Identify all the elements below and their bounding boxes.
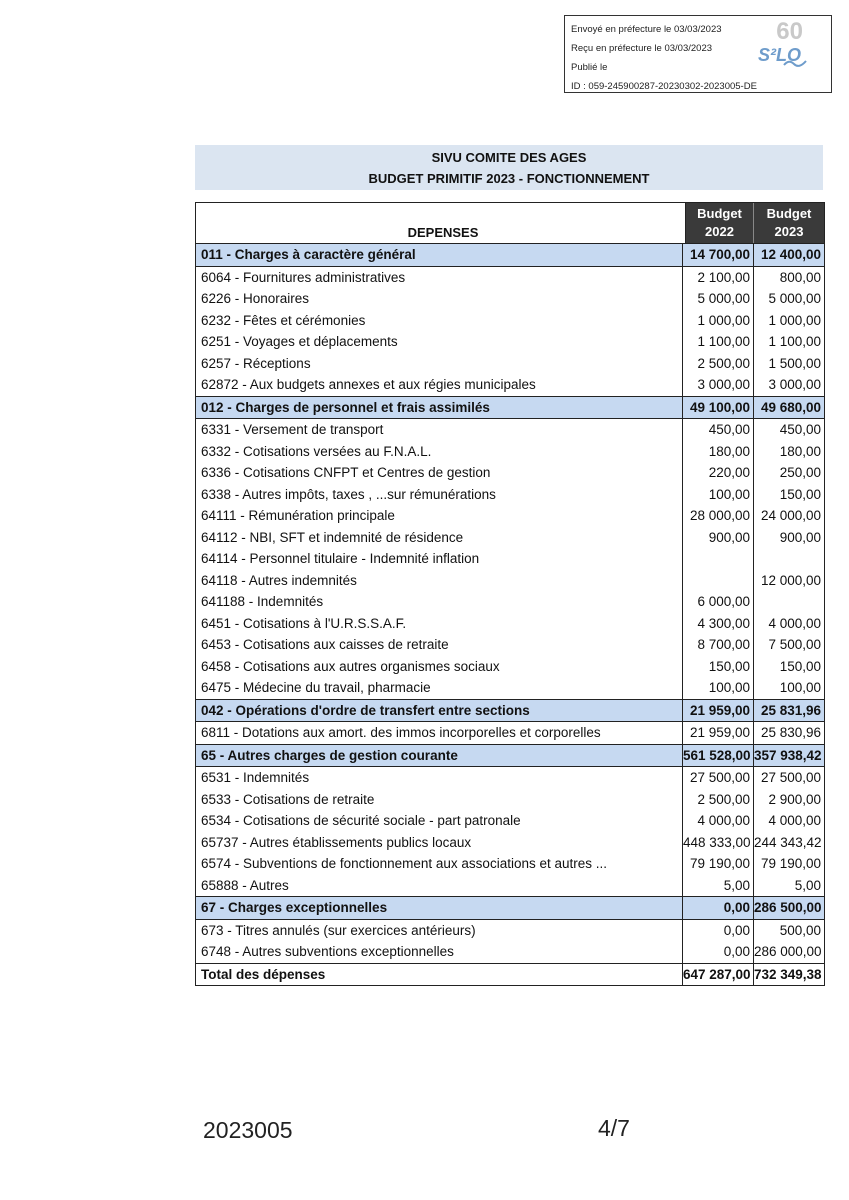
budget-2023-cell bbox=[754, 591, 824, 613]
budget-2022-cell: 79 190,00 bbox=[682, 853, 754, 875]
budget-2022-cell: 0,00 bbox=[682, 920, 754, 942]
row-label: 6531 - Indemnités bbox=[201, 770, 310, 785]
row-label: 6257 - Réceptions bbox=[201, 355, 311, 371]
table-row bbox=[196, 722, 824, 744]
budget-2023-cell: 12 400,00 bbox=[760, 247, 821, 262]
budget-2023-cell: 150,00 bbox=[779, 486, 821, 502]
budget-2023-cell: 27 500,00 bbox=[760, 770, 821, 785]
table-row bbox=[196, 767, 824, 789]
row-label: 042 - Opérations d'ordre de transfert entre sections bbox=[201, 702, 530, 718]
budget-2023-cell: 24 000,00 bbox=[760, 508, 821, 523]
budget-2022-cell: 5 000,00 bbox=[682, 288, 754, 310]
budget-2023-cell: 150,00 bbox=[779, 658, 821, 674]
budget-2023-cell bbox=[754, 548, 824, 570]
budget-2023-cell: 900,00 bbox=[779, 529, 821, 545]
budget-2023-cell: 4 000,00 bbox=[768, 813, 821, 828]
budget-2022-cell: 1 100,00 bbox=[682, 331, 754, 353]
budget-2022-cell: 3 000,00 bbox=[682, 374, 754, 396]
budget-2023-cell: 25 831,96 bbox=[760, 702, 821, 718]
header-budget-2022-line1: Budget bbox=[697, 206, 742, 221]
budget-2022-cell: 2 500,00 bbox=[682, 353, 754, 375]
table-row bbox=[196, 527, 824, 549]
budget-2022-cell: 100,00 bbox=[682, 677, 754, 699]
budget-2022-cell: 21 959,00 bbox=[682, 722, 754, 744]
row-label: 6064 - Fournitures administratives bbox=[201, 269, 406, 285]
budget-table bbox=[195, 202, 825, 986]
budget-2023-cell: 2 900,00 bbox=[768, 791, 821, 807]
row-label: 64112 - NBI, SFT et indemnité de résidence bbox=[201, 529, 464, 545]
row-label: 012 - Charges de personnel et frais assimilés bbox=[201, 399, 490, 415]
budget-2023-cell: 732 349,38 bbox=[754, 966, 822, 982]
table-row bbox=[196, 441, 824, 463]
table-row bbox=[196, 419, 824, 441]
row-label: 6534 - Cotisations de sécurité sociale - part patronale bbox=[201, 813, 521, 828]
row-label: 62872 - Aux budgets annexes et aux régies municipales bbox=[201, 377, 536, 392]
budget-2022-cell: 49 100,00 bbox=[682, 397, 754, 419]
budget-2023-cell: 3 000,00 bbox=[768, 377, 821, 392]
budget-2022-cell: 647 287,00 bbox=[682, 964, 754, 986]
budget-2022-cell: 4 000,00 bbox=[682, 810, 754, 832]
budget-2022-cell bbox=[682, 548, 754, 570]
row-label: 65 - Autres charges de gestion courante bbox=[201, 747, 458, 763]
budget-2022-cell: 220,00 bbox=[682, 462, 754, 484]
row-label: 6232 - Fêtes et cérémonies bbox=[201, 312, 366, 328]
budget-2023-cell: 1 100,00 bbox=[768, 334, 821, 349]
table-row bbox=[196, 920, 824, 942]
budget-2023-cell: 25 830,96 bbox=[760, 725, 821, 740]
header-budget-2023 bbox=[754, 203, 824, 243]
budget-2023-cell: 49 680,00 bbox=[760, 399, 821, 415]
table-row bbox=[196, 591, 824, 613]
budget-2023-cell: 7 500,00 bbox=[768, 637, 821, 652]
budget-2023-cell: 5,00 bbox=[794, 877, 821, 893]
row-label: 67 - Charges exceptionnelles bbox=[201, 900, 388, 915]
stamp-published: Publié le bbox=[571, 62, 608, 73]
table-row bbox=[196, 267, 824, 289]
table-row bbox=[196, 331, 824, 353]
row-label: 6226 - Honoraires bbox=[201, 291, 310, 306]
budget-2022-cell: 0,00 bbox=[682, 897, 754, 919]
budget-2022-cell: 28 000,00 bbox=[682, 505, 754, 527]
row-label: 6251 - Voyages et déplacements bbox=[201, 334, 398, 349]
row-label: 6574 - Subventions de fonctionnement aux associations et autres ... bbox=[201, 856, 608, 871]
table-row bbox=[196, 484, 824, 506]
title-budget: BUDGET PRIMITIF 2023 - FONCTIONNEMENT bbox=[368, 171, 650, 186]
budget-2023-cell: 286 000,00 bbox=[754, 944, 822, 959]
header-depenses: DEPENSES bbox=[407, 225, 479, 240]
stamp-id: ID : 059-245900287-20230302-2023005-DE bbox=[571, 81, 757, 92]
row-label: 64114 - Personnel titulaire - Indemnité inflation bbox=[201, 551, 480, 566]
table-row bbox=[196, 613, 824, 635]
budget-2023-cell: 450,00 bbox=[779, 422, 821, 437]
table-row bbox=[196, 810, 824, 832]
budget-2022-cell: 5,00 bbox=[682, 875, 754, 897]
row-label: 641188 - Indemnités bbox=[201, 594, 324, 609]
budget-2022-cell: 450,00 bbox=[682, 419, 754, 441]
row-label: 6458 - Cotisations aux autres organismes sociaux bbox=[201, 658, 500, 674]
logo-wave-icon bbox=[783, 58, 807, 68]
row-label: 6332 - Cotisations versées au F.N.A.L. bbox=[201, 443, 432, 459]
budget-2022-cell: 900,00 bbox=[682, 527, 754, 549]
budget-2022-cell: 100,00 bbox=[682, 484, 754, 506]
title-organization: SIVU COMITE DES AGES bbox=[431, 150, 587, 165]
budget-2023-cell: 100,00 bbox=[779, 680, 821, 695]
row-label: 6451 - Cotisations à l'U.R.S.S.A.F. bbox=[201, 615, 407, 631]
budget-2022-cell bbox=[682, 570, 754, 592]
page-number: 4/7 bbox=[598, 1115, 630, 1141]
row-label: 673 - Titres annulés (sur exercices antérieurs) bbox=[201, 922, 476, 938]
category-row bbox=[196, 699, 824, 723]
budget-2023-cell: 12 000,00 bbox=[760, 572, 821, 588]
category-row bbox=[196, 896, 824, 920]
header-budget-2022-line2: 2022 bbox=[705, 224, 734, 239]
table-row bbox=[196, 505, 824, 527]
table-row bbox=[196, 853, 824, 875]
budget-2022-cell: 8 700,00 bbox=[682, 634, 754, 656]
budget-2022-cell: 0,00 bbox=[682, 941, 754, 963]
budget-2022-cell: 2 100,00 bbox=[682, 267, 754, 289]
table-row bbox=[196, 789, 824, 811]
table-row bbox=[196, 374, 824, 396]
table-row bbox=[196, 941, 824, 963]
document-number: 2023005 bbox=[203, 1117, 293, 1143]
row-label: 6748 - Autres subventions exceptionnelles bbox=[201, 944, 454, 959]
budget-2023-cell: 4 000,00 bbox=[768, 615, 821, 631]
budget-2023-cell: 250,00 bbox=[779, 465, 821, 480]
budget-2022-cell: 2 500,00 bbox=[682, 789, 754, 811]
budget-2023-cell: 244 343,42 bbox=[754, 834, 822, 850]
row-label: 64118 - Autres indemnités bbox=[201, 572, 357, 588]
category-row bbox=[196, 243, 824, 267]
budget-2022-cell: 1 000,00 bbox=[682, 310, 754, 332]
budget-2023-cell: 500,00 bbox=[779, 922, 821, 938]
row-label: 6475 - Médecine du travail, pharmacie bbox=[201, 680, 431, 695]
budget-2022-cell: 448 333,00 bbox=[682, 832, 754, 854]
stamp-logo-number: 60 bbox=[776, 18, 803, 45]
table-row bbox=[196, 570, 824, 592]
row-label: 6338 - Autres impôts, taxes , ...sur rémunérations bbox=[201, 486, 496, 502]
budget-2023-cell: 357 938,42 bbox=[754, 747, 822, 763]
row-label: 6331 - Versement de transport bbox=[201, 422, 384, 437]
budget-2022-cell: 4 300,00 bbox=[682, 613, 754, 635]
header-budget-2023-line1: Budget bbox=[766, 206, 812, 221]
table-row bbox=[196, 875, 824, 897]
stamp-received: Reçu en préfecture le 03/03/2023 bbox=[571, 43, 713, 54]
budget-2023-cell: 180,00 bbox=[779, 443, 821, 459]
stamp-logo-text: S²LO bbox=[758, 45, 801, 65]
row-label: Total des dépenses bbox=[201, 966, 326, 982]
table-row bbox=[196, 310, 824, 332]
row-label: 6336 - Cotisations CNFPT et Centres de gestion bbox=[201, 465, 491, 480]
table-row bbox=[196, 677, 824, 699]
row-label: 64111 - Rémunération principale bbox=[201, 508, 395, 523]
budget-2022-cell: 150,00 bbox=[682, 656, 754, 678]
budget-2023-cell: 1 000,00 bbox=[768, 312, 821, 328]
table-row bbox=[196, 548, 824, 570]
budget-2022-cell: 180,00 bbox=[682, 441, 754, 463]
prefecture-stamp bbox=[564, 15, 832, 93]
table-row bbox=[196, 288, 824, 310]
row-label: 65888 - Autres bbox=[201, 877, 289, 893]
table-row bbox=[196, 634, 824, 656]
category-row bbox=[196, 396, 824, 420]
table-row bbox=[196, 656, 824, 678]
budget-2022-cell: 14 700,00 bbox=[682, 244, 754, 266]
budget-2023-cell: 800,00 bbox=[779, 269, 821, 285]
budget-2023-cell: 79 190,00 bbox=[760, 856, 821, 871]
header-budget-2022 bbox=[685, 203, 754, 243]
row-label: 65737 - Autres établissements publics locaux bbox=[201, 834, 472, 850]
table-row bbox=[196, 353, 824, 375]
budget-2023-cell: 1 500,00 bbox=[768, 355, 821, 371]
table-header bbox=[196, 203, 824, 243]
row-label: 6453 - Cotisations aux caisses de retraite bbox=[201, 637, 449, 652]
row-label: 6811 - Dotations aux amort. des immos incorporelles et corporelles bbox=[201, 725, 601, 740]
category-row bbox=[196, 744, 824, 768]
budget-2022-cell: 561 528,00 bbox=[682, 745, 754, 767]
row-label: 011 - Charges à caractère général bbox=[201, 247, 416, 262]
budget-2023-cell: 5 000,00 bbox=[768, 291, 821, 306]
header-budget-2023-line2: 2023 bbox=[774, 224, 804, 239]
table-row bbox=[196, 462, 824, 484]
budget-2023-cell: 286 500,00 bbox=[754, 900, 822, 915]
row-label: 6533 - Cotisations de retraite bbox=[201, 791, 375, 807]
budget-2022-cell: 6 000,00 bbox=[682, 591, 754, 613]
document-title bbox=[195, 145, 823, 190]
budget-2022-cell: 27 500,00 bbox=[682, 767, 754, 789]
stamp-sent: Envoyé en préfecture le 03/03/2023 bbox=[571, 24, 722, 35]
total-row bbox=[196, 963, 824, 986]
table-row bbox=[196, 832, 824, 854]
budget-2022-cell: 21 959,00 bbox=[682, 700, 754, 722]
